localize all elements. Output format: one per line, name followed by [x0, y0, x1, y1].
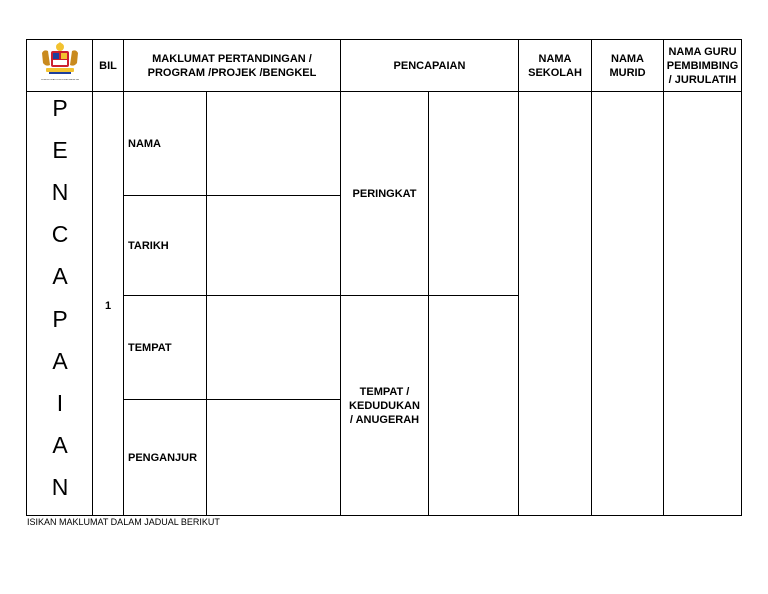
nama-guru-cell[interactable] [664, 92, 741, 515]
side-title-letter: A [52, 347, 68, 374]
side-title-letter: P [52, 95, 68, 121]
grid-line-col-maklumat [123, 39, 124, 516]
field-label-nama: NAMA [128, 137, 161, 150]
side-title-letter: A [52, 263, 68, 290]
field-value-nama[interactable] [207, 92, 340, 195]
nama-sekolah-cell[interactable] [519, 92, 591, 515]
header-nama-murid: NAMA MURID [609, 52, 646, 79]
side-title-letter: A [52, 431, 68, 458]
grid-line-left [26, 39, 27, 516]
field-label-tarikh: TARIKH [128, 239, 169, 252]
logo-caption: KEMENTERIAN PENDIDIKAN MALAYSIA [41, 79, 79, 81]
header-nama-guru: NAMA GURU PEMBIMBING / JURULATIH [666, 45, 739, 86]
side-title-letter: C [51, 221, 69, 248]
side-title-letter: N [51, 473, 69, 500]
side-title-letter: N [51, 179, 69, 206]
grid-line-bottom [26, 515, 742, 516]
malaysia-coat-of-arms-icon [36, 41, 84, 77]
side-title-letter: P [52, 305, 68, 332]
row-bil-value: 1 [104, 300, 112, 312]
field-value-tempat[interactable] [207, 296, 340, 399]
grid-line-right [741, 39, 742, 516]
side-title-pencapaian [37, 95, 83, 501]
field-value-tarikh[interactable] [207, 196, 340, 295]
footer-note: ISIKAN MAKLUMAT DALAM JADUAL BERIKUT [27, 517, 220, 527]
pencapaian-value-peringkat[interactable] [429, 92, 518, 295]
nama-murid-cell[interactable] [592, 92, 663, 515]
pencapaian-value-kedudukan[interactable] [429, 296, 518, 515]
header-nama-sekolah: NAMA SEKOLAH [528, 52, 582, 79]
header-bil: BIL [99, 59, 117, 72]
grid-line-col-bil [92, 39, 93, 516]
field-label-tempat: TEMPAT [128, 341, 172, 354]
pencapaian-label-kedudukan: TEMPAT / KEDUDUKAN / ANUGERAH [349, 385, 420, 426]
field-value-penganjur[interactable] [207, 400, 340, 515]
side-title-letter: E [52, 137, 68, 164]
header-maklumat: MAKLUMAT PERTANDINGAN / PROGRAM /PROJEK /BENGKEL [147, 52, 317, 79]
header-pencapaian: PENCAPAIAN [393, 59, 466, 72]
side-title-letter: I [56, 389, 64, 416]
field-label-penganjur: PENGANJUR [128, 451, 198, 464]
pencapaian-label-peringkat: PERINGKAT [352, 187, 417, 200]
